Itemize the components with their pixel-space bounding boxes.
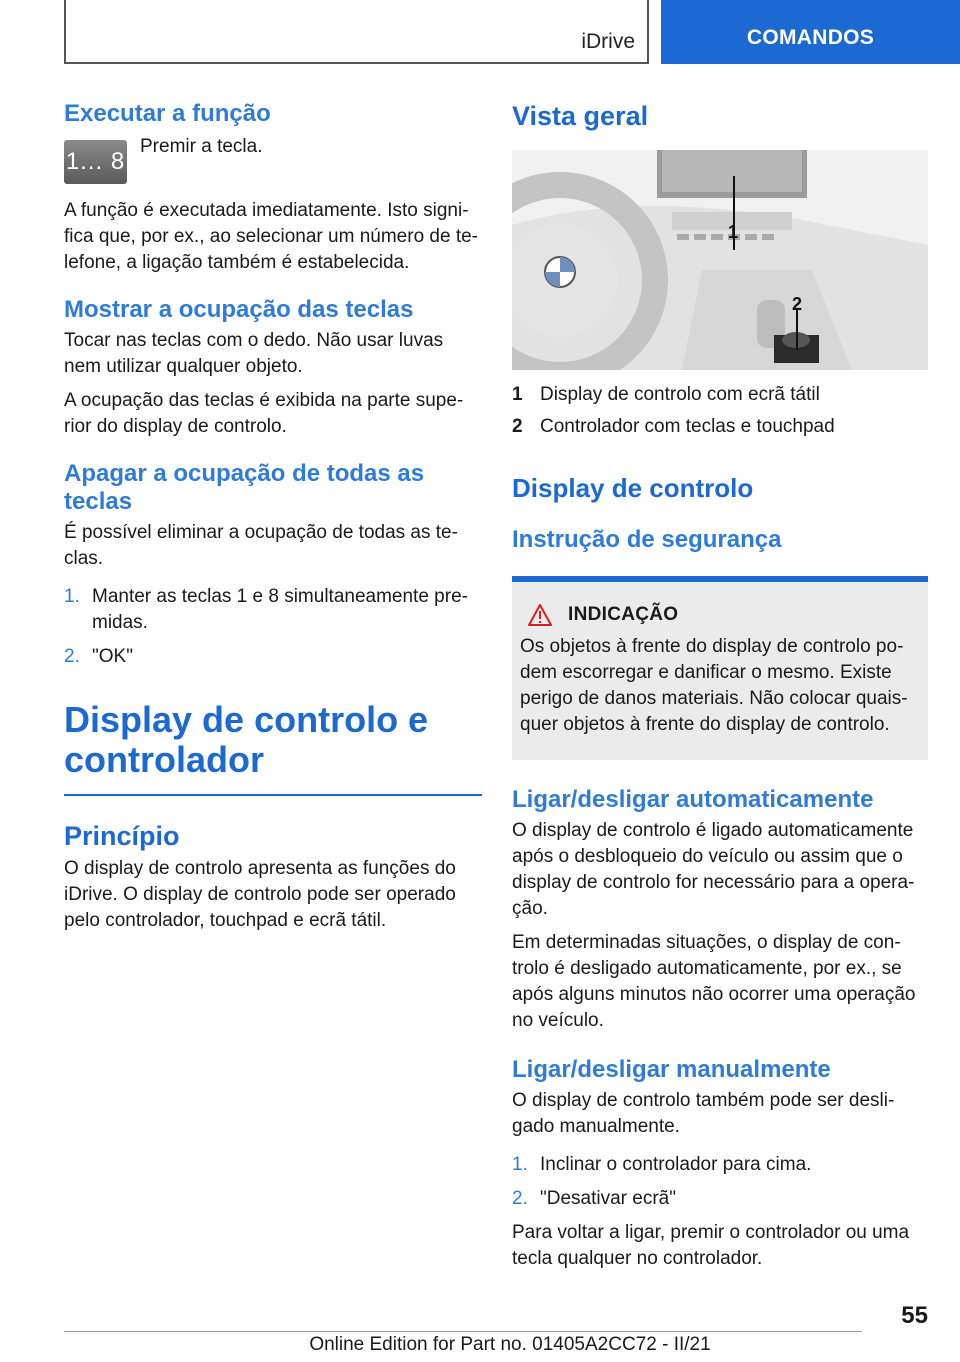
warning-title: INDICAÇÃO (568, 604, 679, 625)
step-text: "Desativar ecrã" (540, 1188, 676, 1209)
step-number: 1. (512, 1154, 528, 1175)
left-column (64, 100, 482, 934)
clear-keys-heading: Apagar a ocupação de todas as teclas (64, 460, 425, 515)
step-text: Manter as teclas 1 e 8 simultaneamente pre-midas. (92, 586, 468, 633)
legend-text: Controlador com teclas e touchpad (540, 416, 835, 437)
list-item (512, 382, 928, 408)
safety-heading: Instrução de segurança (512, 526, 782, 553)
manual-steps (512, 1152, 928, 1212)
warning-title-row (528, 604, 920, 626)
figure-label-1: 1 (728, 222, 739, 242)
legend-number: 1 (512, 384, 523, 405)
figure-legend (512, 382, 928, 440)
show-keys-heading: Mostrar a ocupação das teclas (64, 296, 414, 323)
page-number: 55 (901, 1302, 928, 1329)
auto-onoff-paragraph-2: Em determinadas situações, o display de con-trolo é desligado automaticamente, por ex., se após alguns minutos não ocorrer uma operação no veículo. (512, 932, 916, 1031)
auto-onoff-paragraph-1: O display de controlo é ligado automaticamente após o desbloqueio do veículo ou assim que o display de controlo for necessário para a opera-ção. (512, 820, 915, 919)
clear-keys-paragraph: É possível eliminar a ocupação de todas as te-clas. (64, 522, 458, 569)
warning-box (512, 576, 928, 760)
legend-text: Display de controlo com ecrã tátil (540, 384, 820, 405)
exec-function-heading: Executar a função (64, 100, 271, 127)
key-row (64, 136, 482, 184)
step-text: "OK" (92, 646, 133, 667)
legend-number: 2 (512, 416, 523, 437)
step-number: 1. (64, 586, 80, 607)
figure-label-2: 2 (792, 294, 803, 314)
cockpit-illustration (512, 150, 928, 370)
header-section-label: iDrive (581, 30, 635, 53)
main-section-heading: Display de controlo e controlador (64, 699, 429, 780)
header-section-box (64, 0, 649, 64)
footer-edition: Online Edition for Part no. 01405A2CC72 - II/21 (309, 1334, 711, 1355)
cockpit-drawing (512, 150, 928, 370)
header-chapter-tab: COMANDOS (661, 0, 960, 64)
display-heading: Display de controlo (512, 473, 754, 503)
list-item (64, 584, 482, 636)
show-keys-paragraph-2: A ocupação das teclas é exibida na parte supe-rior do display de controlo. (64, 390, 464, 437)
manual-onoff-paragraph-2: Para voltar a ligar, premir o controlador ou uma tecla qualquer no controlador. (512, 1222, 910, 1269)
right-column (512, 100, 928, 1272)
show-keys-paragraph-1: Tocar nas teclas com o dedo. Não usar luvas nem utilizar qualquer objeto. (64, 330, 444, 377)
clear-keys-steps (64, 584, 482, 670)
footer-divider (64, 1331, 862, 1332)
principle-heading: Princípio (64, 821, 180, 851)
list-item (512, 1152, 928, 1178)
step-number: 2. (64, 646, 80, 667)
warning-text: Os objetos à frente do display de controlo po-dem escorregar e danificar o mesmo. Existe perigo de danos materiais. Não colocar quais-quer objetos à frente do display de controlo. (520, 636, 908, 735)
exec-paragraph: A função é executada imediatamente. Isto signi-fica que, por ex., ao selecionar um número de te-lefone, a ligação também é estabelecida. (64, 200, 479, 273)
list-item (512, 414, 928, 440)
principle-paragraph: O display de controlo apresenta as funções do iDrive. O display de controlo pode ser operado pelo controlador, touchpad e ecrã tátil. (64, 858, 456, 931)
key-1-8-icon: 1... 8 (64, 140, 127, 184)
section-divider (64, 794, 482, 796)
step-text: Inclinar o controlador para cima. (540, 1154, 812, 1175)
key-instruction: Premir a tecla. (140, 136, 263, 157)
manual-onoff-heading: Ligar/desligar manualmente (512, 1056, 831, 1083)
overview-heading: Vista geral (512, 101, 649, 131)
manual-onoff-paragraph: O display de controlo também pode ser desli-gado manualmente. (512, 1090, 895, 1137)
list-item (512, 1186, 928, 1212)
step-number: 2. (512, 1188, 528, 1209)
warning-triangle-icon (528, 604, 552, 626)
auto-onoff-heading: Ligar/desligar automaticamente (512, 786, 874, 813)
list-item (64, 644, 482, 670)
